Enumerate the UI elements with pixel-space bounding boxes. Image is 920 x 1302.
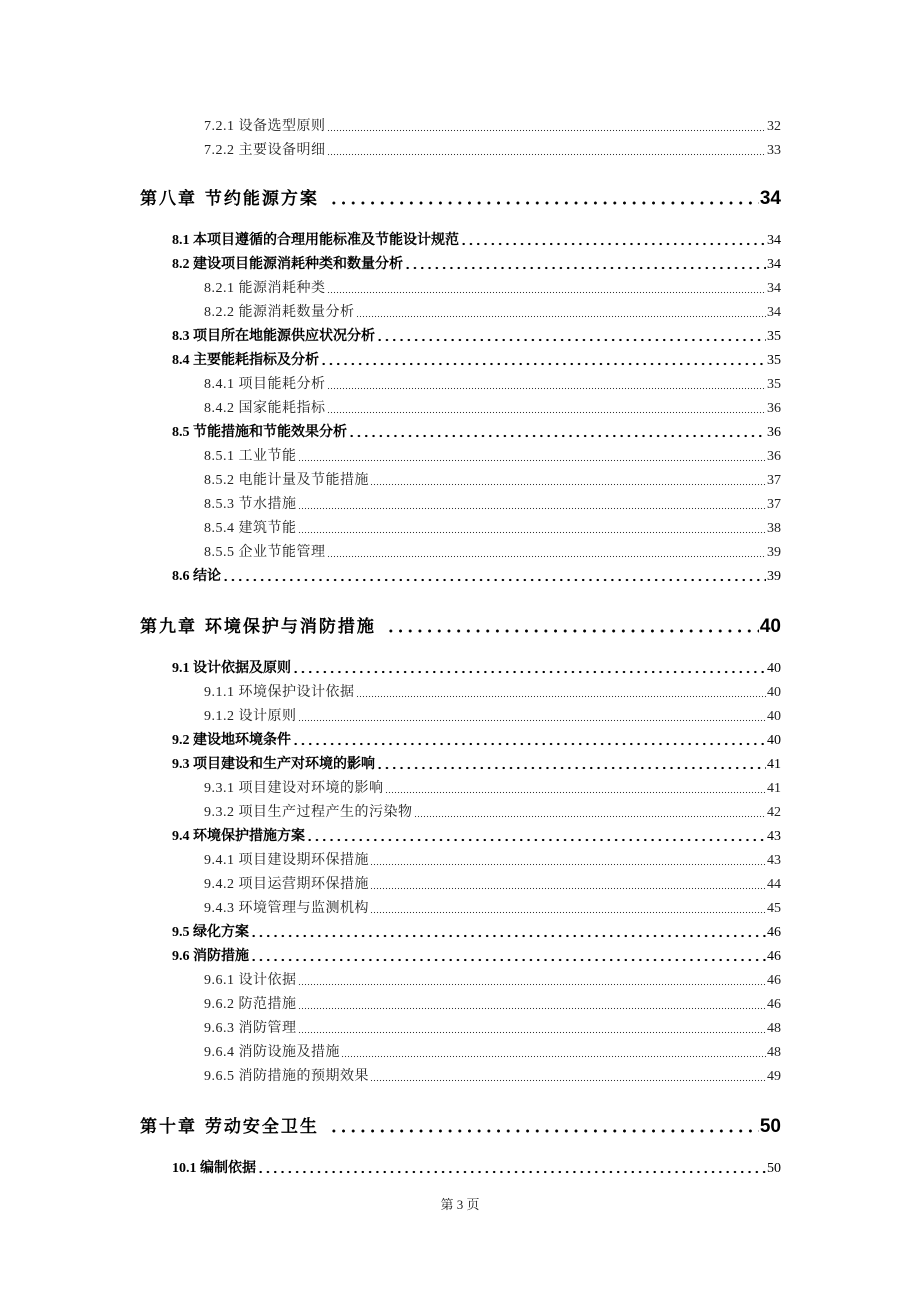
toc-entry-title: 8.5.2 电能计量及节能措施	[204, 473, 369, 488]
toc-entry-title: 第八章 节约能源方案	[140, 189, 319, 209]
dot-leader	[370, 483, 766, 486]
dot-leader	[298, 507, 767, 510]
toc-entry-title: 9.3.1 项目建设对环境的影响	[204, 781, 384, 796]
toc-page-number: 35	[767, 353, 781, 368]
toc-subsection-entry[interactable]	[204, 1018, 781, 1036]
dot-leader	[370, 1079, 766, 1082]
toc-entry-title: 8.2 建设项目能源消耗种类和数量分析	[172, 257, 403, 272]
toc-subsection-entry[interactable]	[204, 302, 781, 320]
toc-entry-title: 8.5.3 节水措施	[204, 497, 297, 512]
toc-entry-title: 9.1 设计依据及原则	[172, 661, 291, 676]
toc-page-number: 35	[767, 377, 781, 392]
dot-leader	[327, 555, 767, 558]
dot-leader	[298, 459, 767, 462]
toc-section-entry[interactable]	[172, 350, 781, 368]
toc-entry-title: 8.4.1 项目能耗分析	[204, 377, 326, 392]
dot-leader	[414, 815, 767, 818]
toc-page-number: 48	[767, 1021, 781, 1036]
toc-subsection-entry[interactable]	[204, 802, 781, 820]
dot-leader	[327, 411, 767, 414]
toc-section-entry[interactable]	[172, 826, 781, 844]
dot-leader	[460, 242, 766, 246]
toc-section-entry[interactable]	[172, 1158, 781, 1176]
toc-page-number: 36	[767, 449, 781, 464]
toc-entry-title: 7.2.2 主要设备明细	[204, 143, 326, 158]
toc-chapter-entry[interactable]	[140, 614, 781, 636]
toc-entry-title: 第十章 劳动安全卫生	[140, 1117, 319, 1137]
dot-leader	[306, 838, 766, 842]
toc-section-entry[interactable]	[172, 254, 781, 272]
dot-leader	[370, 887, 766, 890]
toc-chapter-entry[interactable]	[140, 186, 781, 208]
toc-page-number: 46	[767, 949, 781, 964]
dot-leader	[222, 578, 766, 582]
toc-section-entry[interactable]	[172, 326, 781, 344]
toc-page-number: 37	[767, 497, 781, 512]
toc-subsection-entry[interactable]	[204, 898, 781, 916]
toc-subsection-entry[interactable]	[204, 278, 781, 296]
toc-entry-title: 9.4.2 项目运营期环保措施	[204, 877, 369, 892]
toc-page-number: 40	[767, 685, 781, 700]
toc-section-entry[interactable]	[172, 658, 781, 676]
toc-entry-title: 第九章 环境保护与消防措施	[140, 617, 376, 637]
dot-leader	[292, 670, 766, 674]
toc-section-entry[interactable]	[172, 754, 781, 772]
toc-subsection-entry[interactable]	[204, 470, 781, 488]
toc-section-entry[interactable]	[172, 422, 781, 440]
toc-page-number: 34	[767, 305, 781, 320]
toc-entry-title: 9.6 消防措施	[172, 949, 249, 964]
toc-entry-title: 9.4 环境保护措施方案	[172, 829, 305, 844]
toc-entry-title: 8.6 结论	[172, 569, 221, 584]
toc-entry-title: 10.1 编制依据	[172, 1161, 256, 1176]
toc-section-entry[interactable]	[172, 922, 781, 940]
dot-leader	[298, 1031, 767, 1034]
toc-page-number: 50	[759, 1116, 781, 1137]
toc-entry-title: 9.6.1 设计依据	[204, 973, 297, 988]
dot-leader	[320, 362, 766, 366]
dot-leader	[370, 863, 766, 866]
toc-subsection-entry[interactable]	[204, 1042, 781, 1060]
toc-subsection-entry[interactable]	[204, 970, 781, 988]
toc-subsection-entry[interactable]	[204, 374, 781, 392]
toc-entry-title: 9.1.1 环境保护设计依据	[204, 685, 355, 700]
toc-page-number: 38	[767, 521, 781, 536]
toc-page-number: 37	[767, 473, 781, 488]
dot-leader	[376, 338, 766, 342]
toc-subsection-entry[interactable]	[204, 850, 781, 868]
toc-entry-title: 9.6.3 消防管理	[204, 1021, 297, 1036]
toc-subsection-entry[interactable]	[204, 778, 781, 796]
dot-leader	[250, 934, 766, 938]
toc-section-entry[interactable]	[172, 566, 781, 584]
toc-entry-title: 8.5 节能措施和节能效果分析	[172, 425, 347, 440]
toc-entry-title: 9.3.2 项目生产过程产生的污染物	[204, 805, 413, 820]
dot-leader	[341, 1055, 766, 1058]
dot-leader	[292, 742, 766, 746]
dot-leader	[327, 153, 767, 156]
toc-page-number: 34	[767, 281, 781, 296]
toc-page-number: 42	[767, 805, 781, 820]
toc-subsection-entry[interactable]	[204, 542, 781, 560]
toc-entry-title: 9.4.3 环境管理与监测机构	[204, 901, 369, 916]
toc-page-number: 39	[767, 545, 781, 560]
toc-entry-title: 7.2.1 设备选型原则	[204, 119, 326, 134]
toc-entry-title: 8.2.1 能源消耗种类	[204, 281, 326, 296]
dot-leader	[250, 958, 766, 962]
toc-entry-title: 8.5.1 工业节能	[204, 449, 297, 464]
toc-page-number: 46	[767, 925, 781, 940]
toc-subsection-entry[interactable]	[204, 1066, 781, 1084]
toc-page-number: 45	[767, 901, 781, 916]
toc-page-number: 40	[759, 616, 781, 637]
dot-leader	[327, 129, 767, 132]
dot-leader	[356, 315, 767, 318]
toc-entry-title: 9.4.1 项目建设期环保措施	[204, 853, 369, 868]
toc-page-number: 34	[767, 233, 781, 248]
toc-subsection-entry[interactable]	[204, 706, 781, 724]
toc-page-number: 41	[767, 781, 781, 796]
toc-page-number: 34	[759, 188, 781, 209]
toc-section-entry[interactable]	[172, 230, 781, 248]
dot-leader	[385, 791, 767, 794]
toc-subsection-entry[interactable]	[204, 518, 781, 536]
toc-entry-title: 9.6.2 防范措施	[204, 997, 297, 1012]
dot-leader	[376, 766, 766, 770]
toc-section-entry[interactable]	[172, 730, 781, 748]
toc-subsection-entry[interactable]	[204, 494, 781, 512]
toc-subsection-entry[interactable]	[204, 682, 781, 700]
toc-page-number: 48	[767, 1045, 781, 1060]
toc-subsection-entry[interactable]	[204, 994, 781, 1012]
toc-entry-title: 9.1.2 设计原则	[204, 709, 297, 724]
dot-leader	[329, 201, 759, 205]
toc-entry-title: 8.1 本项目遵循的合理用能标准及节能设计规范	[172, 233, 459, 248]
toc-page-number: 41	[767, 757, 781, 772]
dot-leader	[370, 911, 766, 914]
dot-leader	[298, 1007, 767, 1010]
toc-page-number: 39	[767, 569, 781, 584]
toc-page-number: 36	[767, 425, 781, 440]
toc-page-number: 40	[767, 733, 781, 748]
toc-page-number: 43	[767, 829, 781, 844]
toc-entry-title: 8.5.4 建筑节能	[204, 521, 297, 536]
toc-page-number: 46	[767, 973, 781, 988]
toc-entry-title: 9.6.5 消防措施的预期效果	[204, 1069, 369, 1084]
toc-entry-title: 8.4.2 国家能耗指标	[204, 401, 326, 416]
toc-entry-title: 9.6.4 消防设施及措施	[204, 1045, 340, 1060]
toc-entry-title: 8.2.2 能源消耗数量分析	[204, 305, 355, 320]
toc-page-number: 43	[767, 853, 781, 868]
toc-entry-title: 9.5 绿化方案	[172, 925, 249, 940]
toc-subsection-entry[interactable]	[204, 446, 781, 464]
toc-page-number: 46	[767, 997, 781, 1012]
toc-page-number: 44	[767, 877, 781, 892]
page-footer: 第 3 页	[440, 1197, 480, 1212]
toc-page-number: 33	[767, 143, 781, 158]
toc-entry-title: 8.3 项目所在地能源供应状况分析	[172, 329, 375, 344]
toc-subsection-entry[interactable]	[204, 116, 781, 134]
dot-leader	[404, 266, 766, 270]
dot-leader	[257, 1170, 766, 1174]
dot-leader	[298, 719, 767, 722]
toc-entry-title: 8.4 主要能耗指标及分析	[172, 353, 319, 368]
toc-entry-title: 9.2 建设地环境条件	[172, 733, 291, 748]
toc-subsection-entry[interactable]	[204, 398, 781, 416]
dot-leader	[327, 387, 767, 390]
dot-leader	[298, 983, 767, 986]
toc-page-number: 36	[767, 401, 781, 416]
toc-page-number: 49	[767, 1069, 781, 1084]
toc-page-number: 35	[767, 329, 781, 344]
toc-subsection-entry[interactable]	[204, 874, 781, 892]
toc-section-entry[interactable]	[172, 946, 781, 964]
toc-subsection-entry[interactable]	[204, 140, 781, 158]
toc-chapter-entry[interactable]	[140, 1114, 781, 1136]
toc-page-number: 34	[767, 257, 781, 272]
dot-leader	[348, 434, 766, 438]
toc-page-number: 40	[767, 709, 781, 724]
toc-page-number: 32	[767, 119, 781, 134]
toc-page-number: 50	[767, 1161, 781, 1176]
dot-leader	[327, 291, 767, 294]
toc-entry-title: 9.3 项目建设和生产对环境的影响	[172, 757, 375, 772]
dot-leader	[329, 1129, 759, 1133]
toc-entry-title: 8.5.5 企业节能管理	[204, 545, 326, 560]
toc-page-number: 40	[767, 661, 781, 676]
dot-leader	[386, 629, 759, 633]
dot-leader	[298, 531, 767, 534]
dot-leader	[356, 695, 767, 698]
